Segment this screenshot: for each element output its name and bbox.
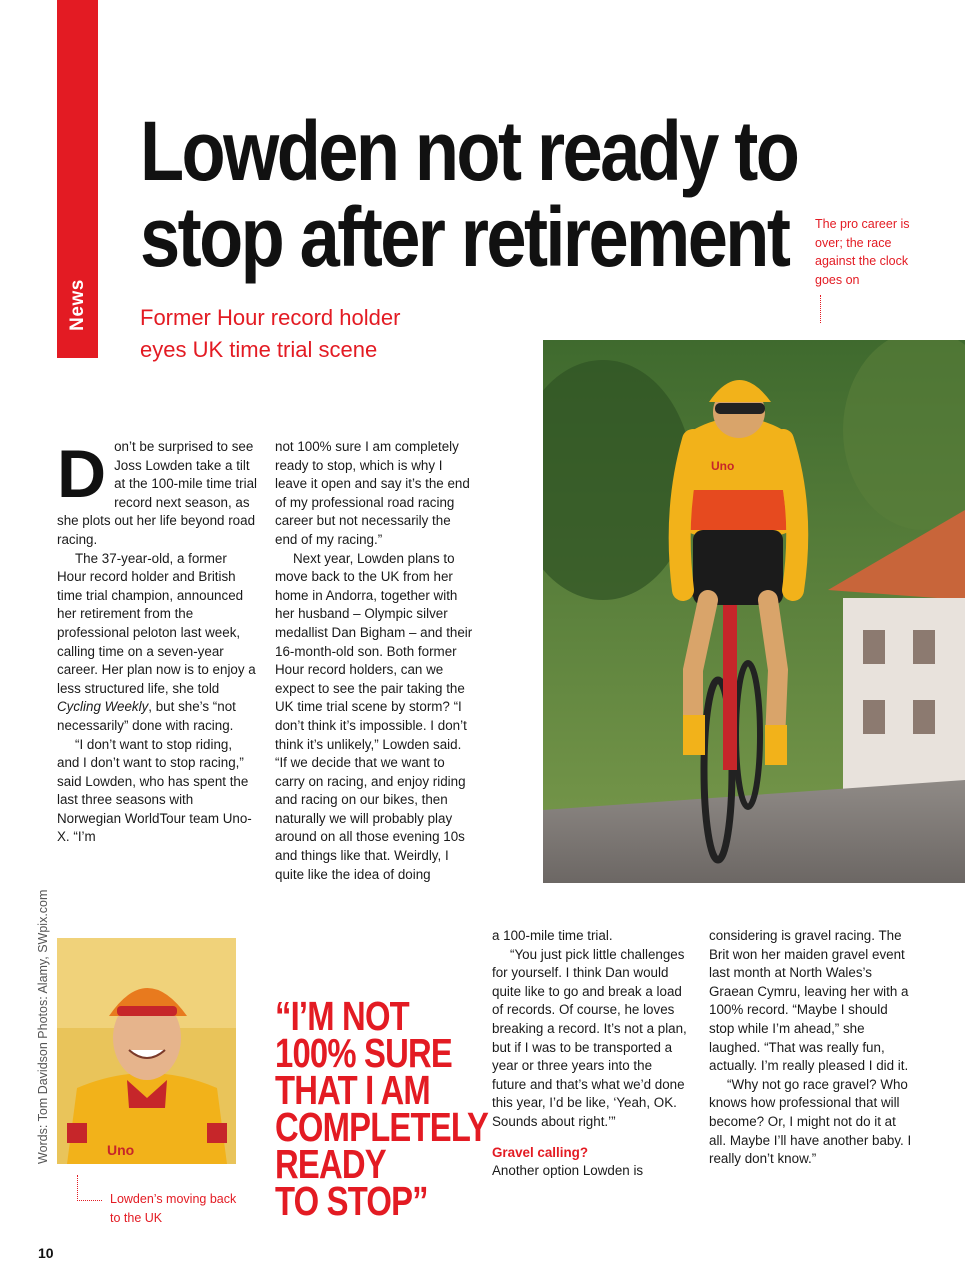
pull-quote-line: TO STOP”	[275, 1178, 428, 1224]
caption-dotted-rule	[77, 1175, 102, 1201]
section-label: News	[66, 279, 88, 331]
paragraph	[57, 550, 257, 736]
article-column-4	[709, 927, 914, 1169]
jersey-text: Uno	[711, 459, 735, 473]
article-column-1	[57, 438, 257, 847]
standfirst-line-2: eyes UK time trial scene	[140, 337, 378, 362]
paragraph-text: The 37-year-old, a former Hour record holder and British time trial champion, announced her retirement from the professional peloton last week, calling time on a seven-year career. Her plan now is to enjoy a less structured life, she told	[57, 550, 256, 696]
pull-quote-line: THAT I AM	[275, 1067, 430, 1113]
section-tab	[57, 0, 98, 358]
standfirst	[140, 302, 520, 366]
headline	[140, 104, 798, 284]
paragraph: Next year, Lowden plans to move back to the UK from her home in Andorra, together with her husband – Olympic silver medallist Dan Bigham – and their 16-month-old son. Both former Hour record holders, can we expect to see the pair taking the UK time trial scene by storm? “I don’t think it’s impossible. I don’t think it’s unlikely,” Lowden said. “If we decide that we want to carry on racing, and enjoy riding and racing on our bikes, then naturally we will probably play around on all those evening 10s and things like that. Weirdly, I quite like the idea of doing	[275, 550, 473, 882]
paragraph: not 100% sure I am completely ready to stop, which is why I leave it open and say it’s the end of my professional road racing career but not necessarily the end of my racing.”	[275, 439, 470, 547]
page-number: 10	[38, 1245, 54, 1261]
drop-cap: D	[57, 436, 107, 512]
sidenote: The pro career is over; the race against the clock goes on	[815, 217, 910, 287]
pull-quote-line: 100% SURE	[275, 1030, 452, 1076]
paragraph: “You just pick little challenges for yourself. I think Dan would quite like to go and break a load of records. Of course, he loves breaking a record. It’s not a plan, but if I was to be transported a year or three years into the future and that’s what we’d done this year, I’d be like, ‘Yeah, OK. Sounds about right.’”	[492, 946, 687, 1129]
article-column-2	[275, 438, 475, 884]
headline-line-1: Lowden not ready to	[140, 104, 798, 198]
photo-caption: Lowden’s moving back to the UK	[110, 1192, 237, 1225]
paragraph-text: , but she’s “not necessarily” done with racing.	[57, 699, 236, 733]
article-column-3	[492, 927, 687, 1181]
pull-quote-line: COMPLETELY	[275, 1104, 489, 1150]
headline-line-2: stop after retirement	[140, 190, 789, 284]
paragraph: on’t be surprised to see Joss Lowden take a tilt at the 100-mile time trial record next season, as she plots out her life beyond road racing.	[57, 439, 257, 547]
paragraph: Another option Lowden is	[492, 1163, 644, 1179]
pull-quote-line: READY	[275, 1141, 386, 1187]
paragraph: “Why not go race gravel? Who knows how professional that will become? Or, I might not do it at all. Maybe I’ll have another baby. I really don’t know.”	[709, 1076, 912, 1167]
portrait-photo	[57, 938, 236, 1164]
subheading: Gravel calling?	[492, 1144, 589, 1160]
main-photo-cyclist	[543, 340, 965, 883]
sidenote-dotted-rule	[820, 295, 821, 323]
jersey-text: Uno	[107, 1142, 135, 1158]
paragraph: considering is gravel racing. The Brit won her maiden gravel event last month at North Wales’s Graean Cymru, leaving her with a 100% record. “Maybe I should stop while I’m ahead,” she laughed. “That was really fun, actually. I’m really pleased I did it.	[709, 928, 909, 1074]
standfirst-line-1: Former Hour record holder	[140, 305, 401, 330]
paragraph: “I don’t want to stop riding, and I don’t want to stop racing,” said Lowden, who has spent the last three seasons with Norwegian WorldTour team Uno-X. “I’m	[57, 736, 252, 845]
photo-credit: Words: Tom Davidson Photos: Alamy, SWpix.com	[36, 889, 50, 1164]
paragraph: a 100-mile time trial.	[492, 928, 613, 943]
publication-name: Cycling Weekly	[57, 699, 149, 715]
pull-quote	[275, 993, 489, 1224]
pull-quote-line: “I’M NOT	[275, 993, 409, 1039]
